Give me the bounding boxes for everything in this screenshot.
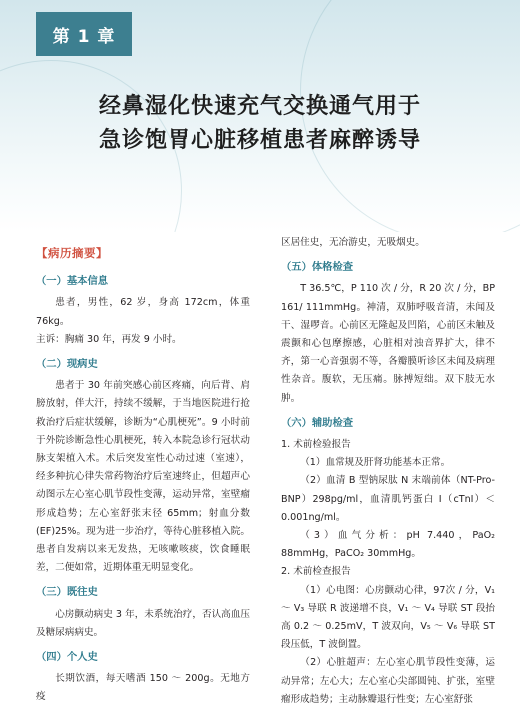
list-item: （2）心脏超声：左心室心肌节段性变薄，运动异常；左心大；左心室心尖部圆钝、扩张，室壁瘤形成趋势；主动脉瓣退行性变；左心室舒张 <box>281 657 495 705</box>
paragraph: 区居住史，无冶游史，无吸烟史。 <box>281 237 425 248</box>
left-column <box>36 232 250 707</box>
subheading: 2. 术前检查报告 <box>281 566 351 578</box>
paragraph: 心房颤动病史 3 年，未系统治疗，否认高血压及糖尿病病史。 <box>36 608 250 638</box>
paragraph: 主诉：胸痛 30 年，再发 9 小时。 <box>36 333 182 345</box>
section-heading-physical-exam: （五）体格检查 <box>281 261 354 274</box>
section-heading-auxiliary-exam: （六）辅助检查 <box>281 416 354 429</box>
chapter-label: 第 1 章 <box>36 12 132 56</box>
section-heading-past-history: （三）既往史 <box>36 586 98 599</box>
section-heading-personal-history: （四）个人史 <box>36 651 98 664</box>
list-item: （3）血气分析：pH 7.440，PaO₂ 88mmHg，PaCO₂ 30mmHg。 <box>281 530 495 560</box>
chapter-title-line-2: 急诊饱胃心脏移植患者麻醉诱导 <box>98 128 421 153</box>
list-item: （1）心电图：心房颤动心律，97次 / 分，V₁ ～ V₃ 导联 R 波递增不良，V₁ ～ V₄ 导联 ST 段抬高 0.2 ～ 0.25mV，T 波双向，V₅ ～ V₆ 导联 ST 段压低，T 波倒置。 <box>281 584 495 651</box>
chapter-title-line-1: 经鼻湿化快速充气交换通气用于 <box>98 94 421 119</box>
paragraph: 患者，男性，62 岁，身高 172cm，体重 76kg。 <box>36 297 250 327</box>
chapter-header <box>0 0 520 232</box>
paragraph: 患者于 30 年前突感心前区疼痛，向后背、肩膀放射，伴大汗，持续不缓解，于当地医院进行抢救治疗后症状缓解，诊断为“心肌梗死”。9 小时前于外院诊断急性心肌梗死，转入本院急诊行冠状动脉支架植入术。术后突发室性心动过速（室速），经多种抗心律失常药物治疗后室速终止，但超声心动图示左心室心肌节段性变薄，运动异常，室壁瘤形成趋势；左心室舒张末径 65mm；射血分数(EF)25%。现为进一步治疗，等待心脏移植入院。患者自发病以来无发热，无咳嗽咳痰，饮食睡眠差，二便如常，近期体重无明显变化。 <box>36 380 250 574</box>
list-item: （2）血清 B 型钠尿肽 N 末端前体（NT-Pro-BNP）298pg/ml，血清肌钙蛋白 I（cTnI）＜ 0.001ng/ml。 <box>281 475 495 523</box>
right-column <box>281 234 495 709</box>
summary-heading: 【病历摘要】 <box>36 246 108 260</box>
section-heading-present-illness: （二）现病史 <box>36 358 98 371</box>
list-item: （1）血常规及肝肾功能基本正常。 <box>300 457 451 469</box>
paragraph: T 36.5℃，P 110 次 / 分，R 20 次 / 分，BP 161/ 111mmHg。神清，双肺呼吸音清，未闻及干、湿啰音。心前区无隆起及凹陷，心前区未触及震颤和心包摩擦感，心脏相对浊音界扩大，律不齐，第一心音强弱不等，各瓣膜听诊区未闻及病理性杂音。腹软，无压痛。脉搏短绌。双下肢无水肿。 <box>281 283 495 404</box>
section-heading-basic-info: （一）基本信息 <box>36 275 109 288</box>
paragraph: 长期饮酒，每天嗜酒 150 ～ 200g。无地方疫 <box>36 673 250 703</box>
subheading: 1. 术前检验报告 <box>281 439 351 451</box>
